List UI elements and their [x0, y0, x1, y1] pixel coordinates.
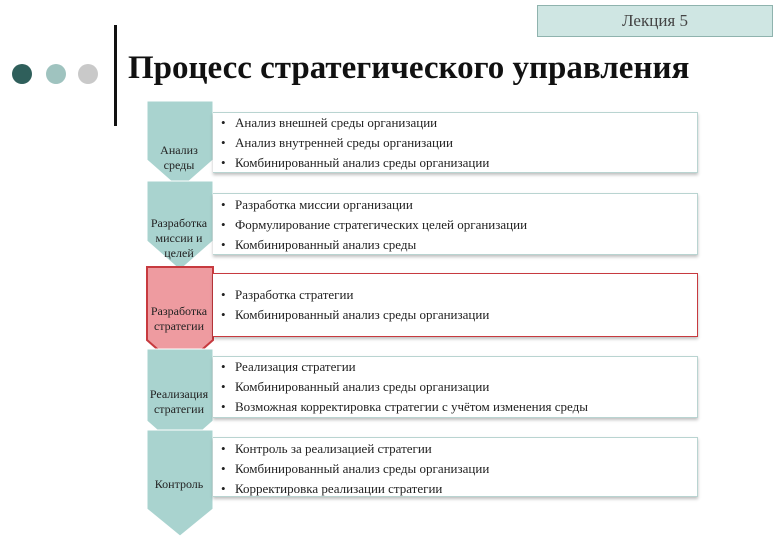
list-item: • Комбинированный анализ среды организации: [221, 377, 588, 397]
list-item: • Анализ внутренней среды организации: [221, 133, 489, 153]
list-item: • Комбинированный анализ среды организации: [221, 153, 489, 173]
page-title: Процесс стратегического управления: [128, 50, 690, 86]
step-box-mission: [213, 193, 698, 255]
list-item: • Контроль за реализацией стратегии: [221, 439, 489, 459]
step-label-control: Контроль: [154, 477, 204, 491]
step-label-strategy: Разработка стратегии: [150, 304, 208, 333]
list-item: • Формулирование стратегических целей организации: [221, 215, 527, 235]
list-item: • Разработка миссии организации: [221, 195, 527, 215]
step-label-analysis: Анализ среды: [160, 143, 198, 172]
step-label-mission: Разработка миссии и целей: [150, 216, 208, 260]
step-box-control: [213, 437, 698, 497]
step-box-analysis: [213, 112, 698, 173]
list-item: • Возможная корректировка стратегии с учётом изменения среды: [221, 397, 588, 417]
list-item: • Корректировка реализации стратегии: [221, 479, 489, 499]
step-box-strategy: [213, 273, 698, 337]
step-label-implementation: Реализация стратегии: [149, 387, 209, 416]
list-item: • Анализ внешней среды организации: [221, 113, 489, 133]
step-box-implementation: [213, 356, 698, 418]
list-item: • Комбинированный анализ среды организации: [221, 459, 489, 479]
list-item: • Разработка стратегии: [221, 285, 489, 305]
lecture-label: Лекция 5: [622, 11, 688, 30]
list-item: • Комбинированный анализ среды: [221, 235, 527, 255]
list-item: • Реализация стратегии: [221, 357, 588, 377]
list-item: • Комбинированный анализ среды организации: [221, 305, 489, 325]
